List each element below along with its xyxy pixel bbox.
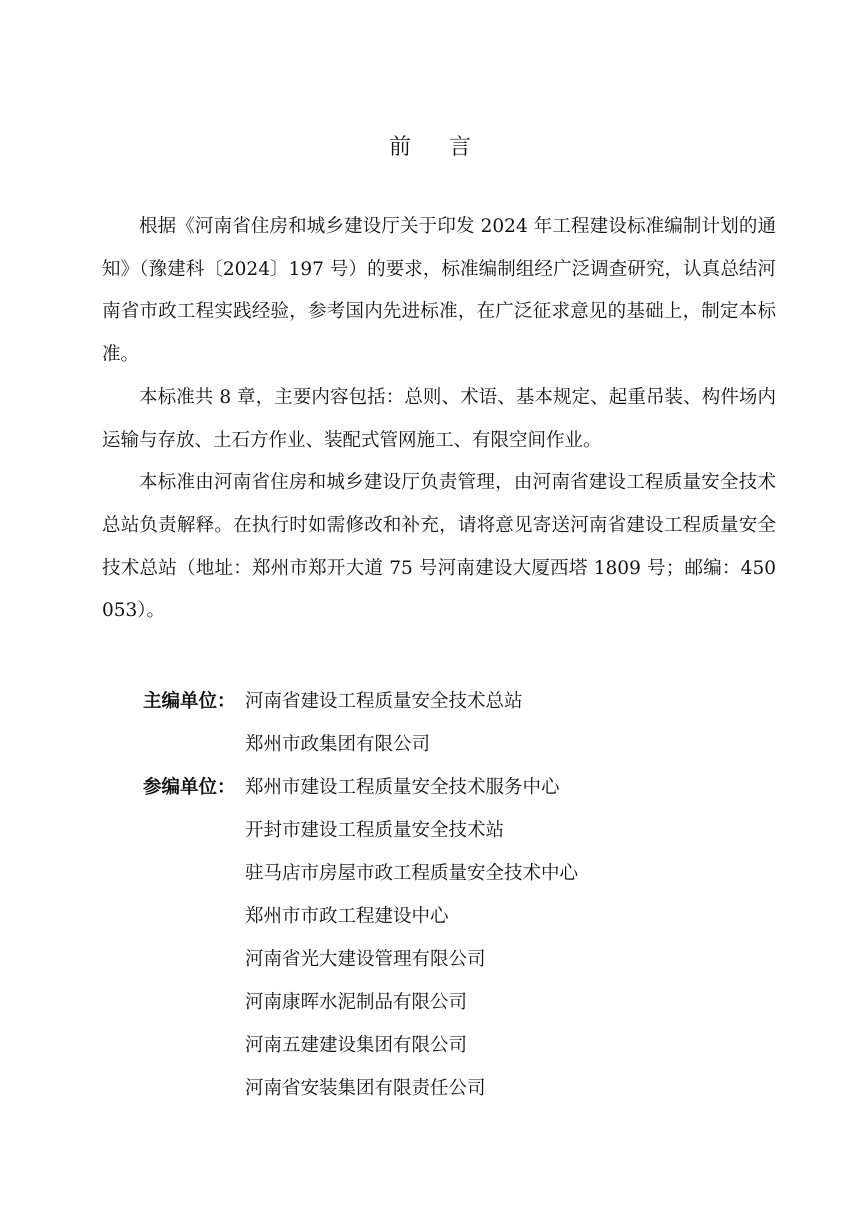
participating-unit-row xyxy=(143,893,783,936)
participating-unit-row xyxy=(143,850,783,893)
preface-paragraph: 根据《河南省住房和城乡建设厅关于印发 2024 年工程建设标准编制计划的通知》（豫建科〔2024〕197 号）的要求，标准编制组经广泛调查研究，认真总结河南省市政工程实践经验，参考国内先进标准，在广泛征求意见的基础上，制定本标准。 xyxy=(102,216,776,366)
chief-unit-row xyxy=(143,721,783,764)
participating-unit-name: 河南省光大建设管理有限公司 xyxy=(245,949,486,971)
participating-unit-row xyxy=(143,937,783,980)
participating-unit-name: 河南省安装集团有限责任公司 xyxy=(245,1078,486,1100)
participating-unit-row xyxy=(143,764,783,807)
preface-paragraph: 本标准共 8 章，主要内容包括：总则、术语、基本规定、起重吊装、构件场内运输与存放、土石方作业、装配式管网施工、有限空间作业。 xyxy=(102,386,776,451)
preface-paragraph: 本标准由河南省住房和城乡建设厅负责管理，由河南省建设工程质量安全技术总站负责解释。在执行时如需修改和补充，请将意见寄送河南省建设工程质量安全技术总站（地址：郑州市郑开大道 75 号河南建设大厦西塔 1809 号；邮编：450053）。 xyxy=(102,472,776,622)
participating-unit-row xyxy=(143,1066,783,1109)
chief-unit-row xyxy=(143,678,783,721)
participating-unit-name: 河南五建建设集团有限公司 xyxy=(245,1035,468,1057)
participating-unit-name: 河南康晖水泥制品有限公司 xyxy=(245,992,468,1014)
participating-unit-name: 郑州市市政工程建设中心 xyxy=(245,906,449,928)
participating-unit-name: 郑州市建设工程质量安全技术服务中心 xyxy=(245,776,560,798)
chief-units-label: 主编单位： xyxy=(143,690,236,712)
preface-body xyxy=(102,206,776,633)
participating-units-label: 参编单位： xyxy=(143,776,236,798)
chief-unit-name: 郑州市政集团有限公司 xyxy=(245,733,431,755)
participating-unit-name: 开封市建设工程质量安全技术站 xyxy=(245,819,505,841)
chief-unit-name: 河南省建设工程质量安全技术总站 xyxy=(245,690,523,712)
page-title: 前言 xyxy=(388,135,509,160)
participating-unit-row xyxy=(143,980,783,1023)
participating-unit-row xyxy=(143,1023,783,1066)
editing-units xyxy=(143,678,783,1109)
participating-unit-name: 驻马店市房屋市政工程质量安全技术中心 xyxy=(245,862,579,884)
participating-unit-row xyxy=(143,807,783,850)
